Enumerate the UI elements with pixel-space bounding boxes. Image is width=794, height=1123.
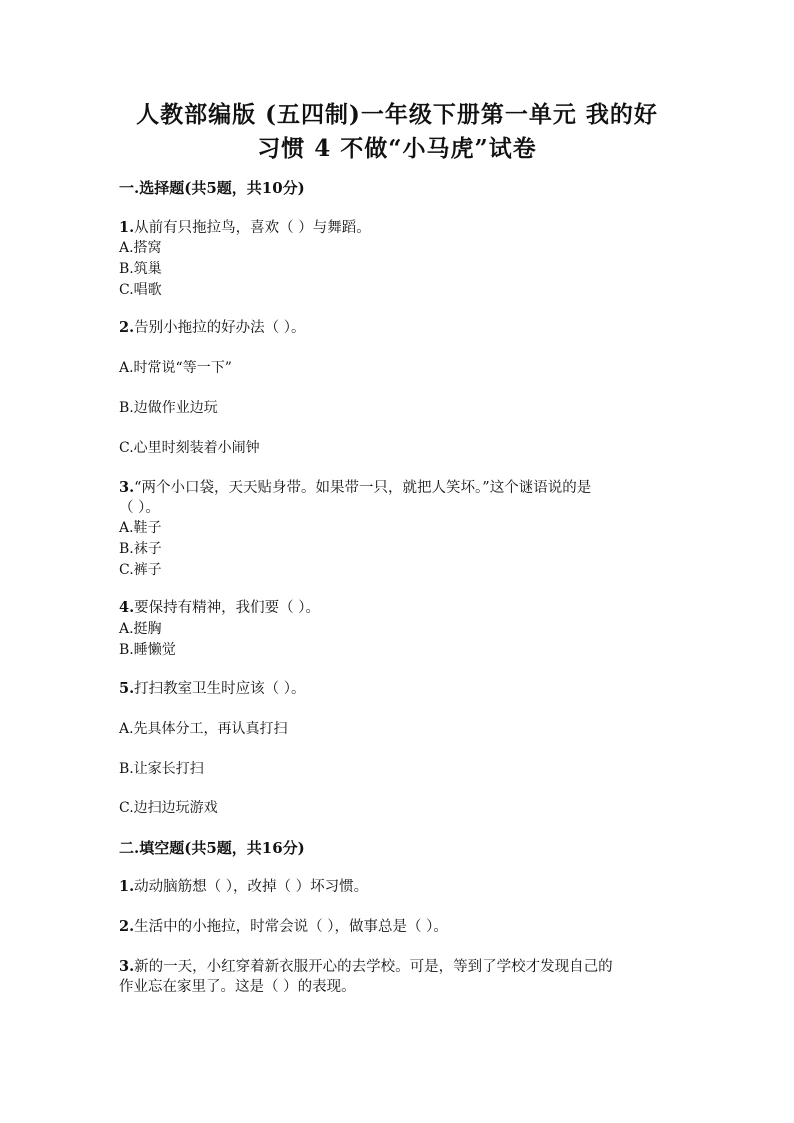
question-3 [119,478,679,498]
question-text: 打扫教室卫生时应该（ ）。 [134,681,306,697]
option: A.挺胸 [119,621,162,637]
option: B.筑巢 [119,261,162,277]
question-text: 新的一天，小红穿着新衣服开心的去学校。可是，等到了学校才发现自己的 [134,959,613,975]
fill-question-3 [119,957,679,977]
fill-question-3-continued: 作业忘在家里了。这是（ ）的表现。 [119,979,356,995]
section-heading-fill: 二.填空题(共5题，共16分) [119,839,305,857]
question-number: 1. [119,219,135,236]
question-text: “两个小口袋，天天贴身带。如果带一只，就把人笑坏。”这个谜语说的是 [134,480,592,496]
question-number: 3. [119,479,135,496]
option: A.鞋子 [119,520,162,536]
question-text: 动动脑筋想（ ），改掉（ ）坏习惯。 [134,879,369,895]
question-1 [119,218,679,238]
question-text: 告别小拖拉的好办法（ ）。 [134,320,306,336]
option: C.边扫边玩游戏 [119,800,218,816]
question-2 [119,318,679,338]
title-line-1: 人教部编版 (五四制)一年级下册第一单元 我的好 [136,101,658,128]
section-heading-choice: 一.选择题(共5题，共10分) [119,179,305,197]
question-5 [119,679,679,699]
option: B.袜子 [119,541,162,557]
option: A.先具体分工，再认真打扫 [119,721,288,737]
option: C.裤子 [119,562,162,578]
question-number: 5. [119,680,135,697]
question-3-continued: （ ）。 [119,500,160,516]
question-text: 从前有只拖拉鸟，喜欢（ ）与舞蹈。 [134,220,371,236]
option: B.睡懒觉 [119,642,176,658]
fill-question-2 [119,917,679,937]
question-number: 4. [119,599,135,616]
option: B.让家长打扫 [119,761,204,777]
question-number: 2. [119,319,135,336]
title-line-2: 习惯 4 不做“小马虎”试卷 [257,135,537,162]
option: A.时常说“等一下” [119,360,232,376]
option: B.边做作业边玩 [119,400,218,416]
option: A.搭窝 [119,240,162,256]
option: C.唱歌 [119,282,162,298]
question-number: 2. [119,918,135,935]
question-number: 1. [119,878,135,895]
fill-question-1 [119,877,679,897]
question-4 [119,598,679,618]
question-text: 要保持有精神，我们要（ ）。 [134,600,320,616]
option: C.心里时刻装着小闹钟 [119,440,260,456]
question-number: 3. [119,958,135,975]
question-text: 生活中的小拖拉，时常会说（ ），做事总是（ ）。 [134,919,448,935]
